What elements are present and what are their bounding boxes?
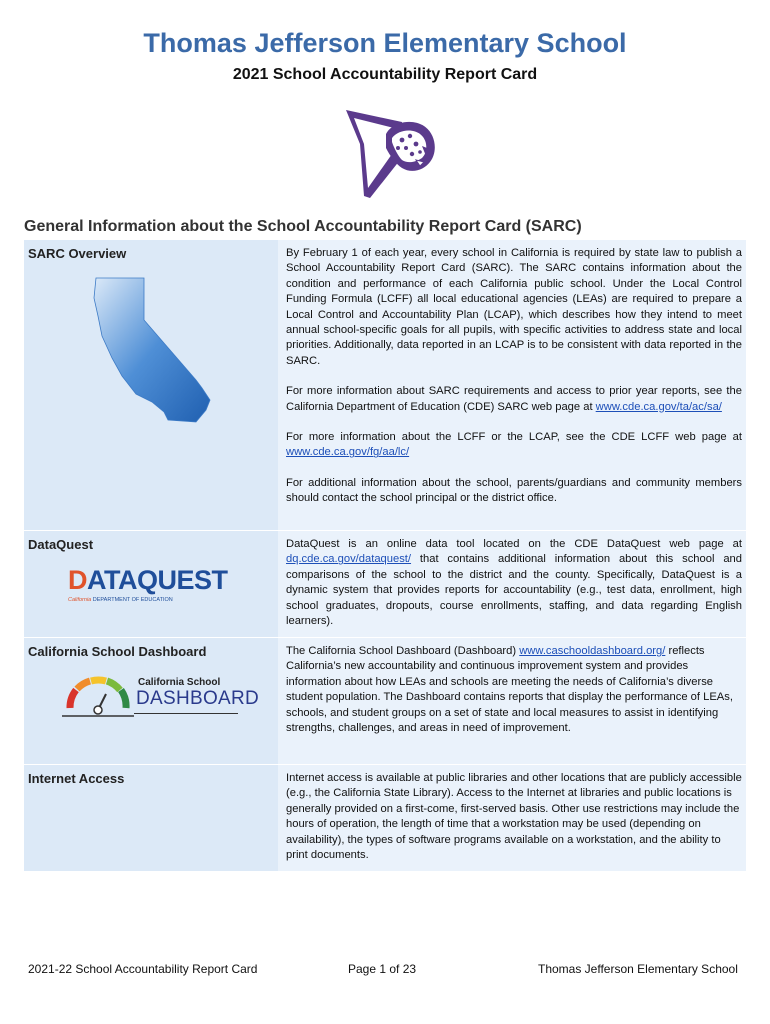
dashboard-logo-top: California School (138, 677, 221, 688)
dataquest-paragraph (286, 537, 742, 629)
logo-text-ata: ATA (87, 565, 137, 595)
footer-left: 2021-22 School Accountability Report Card (28, 962, 258, 976)
internet-paragraph: Internet access is available at public libraries and other locations that are publicly accessible (e.g., the California State Library). Access to the Internet at libraries and public locations is generally provided on a first-come, first-served basis. Other use restrictions may include the hours of operation, the length of time that a workstation may be used (depending on availability), the types of software programs available on a workstation, and the ability to print documents. (286, 772, 742, 862)
dashboard-logo (62, 672, 260, 718)
dashboard-text-pre: The California School Dashboard (Dashboard) (286, 645, 520, 657)
overview-paragraph-4: For additional information about the school, parents/guardians and community members should contact the school principal or the district office. (286, 476, 742, 505)
overview-paragraph-3 (286, 430, 742, 461)
dashboard-logo-bottom: DASHBOARD (136, 688, 260, 709)
table-row-sarc-overview (24, 240, 746, 531)
logo-caption-california: California (68, 597, 92, 603)
label-cell (24, 240, 278, 530)
dashboard-link[interactable]: www.caschooldashboard.org/ (519, 645, 666, 657)
text-cell (278, 638, 746, 764)
dataquest-text-post: that contains additional information about this school and comparisons of the school to the district and the county. Specifically, DataQuest is a dynamic system that provides reports for accountability (e.g., test data, enrollment, high school graduates, dropouts, course enrollments, staffing, and data regarding English learners). (286, 553, 742, 628)
dataquest-link[interactable]: dq.cde.ca.gov/dataquest/ (286, 553, 412, 566)
overview-p2-text: For more information about SARC requirements and access to prior year reports, see the California Department of Education (CDE) SARC web page at (286, 385, 742, 413)
california-map-icon (92, 276, 216, 426)
gauge-icon (62, 672, 134, 718)
school-title: Thomas Jefferson Elementary School (143, 28, 627, 58)
dataquest-logo (68, 565, 238, 603)
jaguar-pennant-logo (340, 104, 440, 200)
sarc-page-link[interactable]: www.cde.ca.gov/ta/ac/sa/ (595, 400, 722, 413)
overview-paragraph-2 (286, 384, 742, 415)
section-heading: General Information about the School Accountability Report Card (SARC) (24, 218, 582, 235)
text-cell (278, 765, 746, 871)
lcff-page-link[interactable]: www.cde.ca.gov/fg/aa/lc/ (286, 446, 410, 459)
logo-caption: DEPARTMENT OF EDUCATION (91, 597, 173, 603)
table-row-dataquest (24, 531, 746, 638)
row-label-internet-access: Internet Access (28, 771, 125, 786)
logo-text-uest: UEST (157, 565, 228, 595)
dashboard-logo-underline (134, 713, 238, 714)
report-subtitle: 2021 School Accountability Report Card (232, 66, 538, 83)
dashboard-text-post: reflects California’s new accountability and continuous improvement system and provides information about how LEAs and schools are meeting the needs of California’s diverse student population. The Dashboard contains reports that display the performance of LEAs, schools, and student groups on a set of state and local measures to assist in identifying strengths, challenges, and areas in need of improvement. (286, 645, 733, 735)
dashboard-paragraph (286, 644, 742, 736)
row-label-dashboard: California School Dashboard (28, 644, 207, 659)
dataquest-text-pre: DataQuest is an online data tool located on the CDE DataQuest web page at (286, 538, 742, 550)
row-label-sarc-overview: SARC Overview (28, 246, 127, 261)
table-row-internet-access (24, 765, 746, 872)
text-cell (278, 240, 746, 530)
text-cell (278, 531, 746, 637)
label-cell (24, 638, 278, 764)
logo-letter-q: Q (136, 565, 158, 595)
footer-page-number: Page 1 of 23 (348, 962, 417, 976)
overview-p3-text: For more information about the LCFF or the LCAP, see the CDE LCFF web page at (286, 431, 742, 444)
overview-paragraph-1: By February 1 of each year, every school in California is required by state law to publish a School Accountability Report Card (SARC). The SARC contains information about the condition and performance of each California public school. Under the Local Control Funding Formula (LCFF) all local educational agencies (LEAs) are required to prepare a Local Control and Accountability Plan (LCAP), which describes how they intend to meet annual school-specific goals for all pupils, with specific activities to address state and local priorities. Additionally, data reported in an LCAP is to be consistent with data reported in the SARC. (286, 247, 742, 367)
table-row-dashboard (24, 638, 746, 765)
label-cell (24, 531, 278, 637)
row-label-dataquest: DataQuest (28, 537, 94, 552)
footer-right: Thomas Jefferson Elementary School (538, 962, 738, 976)
logo-letter-d: D (68, 565, 87, 595)
label-cell (24, 765, 278, 871)
sarc-info-table (24, 240, 746, 872)
